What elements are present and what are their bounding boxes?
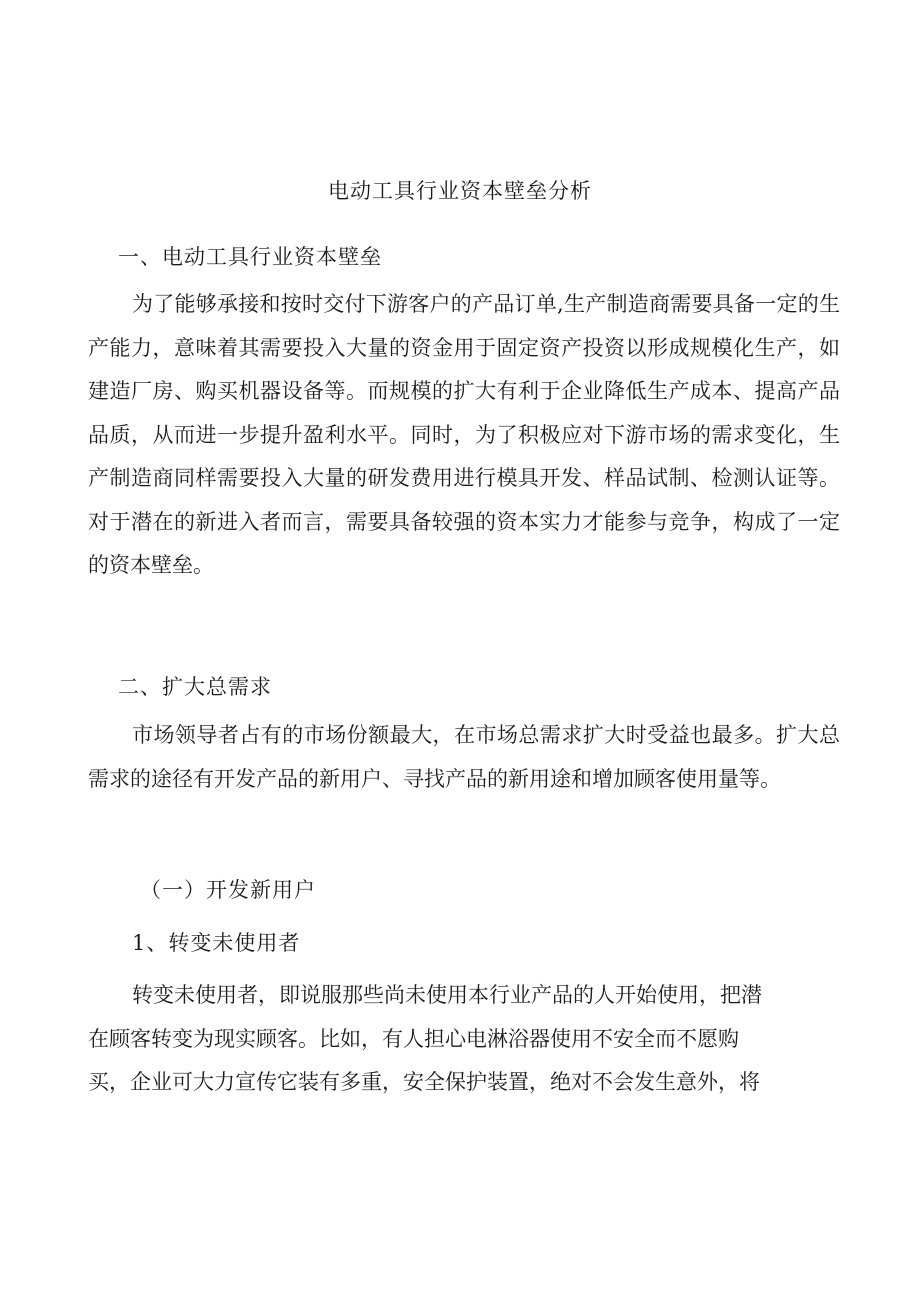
section-heading-capital-barrier: 一、电动工具行业资本壁垒 xyxy=(118,245,382,269)
paragraph-capital-barrier: 为了能够承接和按时交付下游客户的产品订单,生产制造商需要具备一定的生产能力，意味着其需要投入大量的资金用于固定资产投资以形成规模化生产，如建造厂房、购买机器设备等。而规模的扩大有利于企业降低生产成本、提高产品品质，从而进一步提升盈利水平。同时，为了积极应对下游市场的需求变化，生产制造商同样需要投入大量的研发费用进行模具开发、样品试制、检测认证等。对于潜在的新进入者而言，需要具备较强的资本实力才能参与竞争，构成了一定的资本壁垒。 xyxy=(88,292,840,577)
paragraph-line: 买，企业可大力宣传它装有多重，安全保护装置，绝对不会发生意外，将 xyxy=(88,1070,760,1094)
paragraph-line: 在顾客转变为现实顾客。比如，有人担心电淋浴器使用不安全而不愿购 xyxy=(88,1026,739,1051)
subheading-new-users: （一）开发新用户 xyxy=(140,878,316,902)
paragraph-expand-demand: 市场领导者占有的市场份额最大，在市场总需求扩大时受益也最多。扩大总需求的途径有开发产品的新用户、寻找产品的新用途和增加顾客使用量等。 xyxy=(88,723,840,791)
paragraph-convert-non-users xyxy=(88,974,840,1105)
paragraph-line: 转变未使用者，即说服那些尚未使用本行业产品的人开始使用，把潜 xyxy=(132,983,762,1007)
section-heading-expand-demand: 二、扩大总需求 xyxy=(118,675,272,699)
document-title: 电动工具行业资本壁垒分析 xyxy=(328,179,592,203)
subheading-convert-non-users: 1、转变未使用者 xyxy=(132,931,301,955)
